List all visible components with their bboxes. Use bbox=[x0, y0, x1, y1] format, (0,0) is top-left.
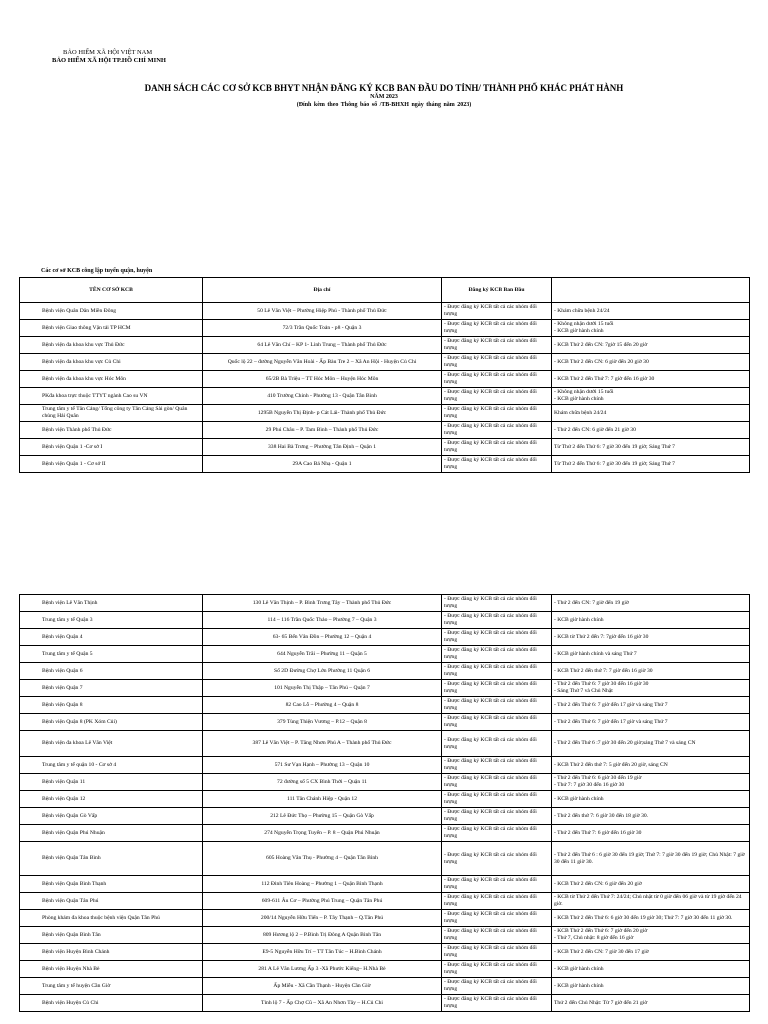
service-hours: - KCB Thứ 2 đến thứ 7: 5 giờ đến 20 giờ, sáng CN bbox=[552, 757, 750, 774]
facility-address: 65/2B Bà Triệu – TT Hóc Môn – Huyện Hóc Môn bbox=[203, 371, 442, 388]
facility-name: Bệnh viện đa khoa khu vực Hóc Môn bbox=[20, 371, 203, 388]
facility-name: Bệnh viện đa khoa Lê Văn Việt bbox=[20, 731, 203, 757]
facility-name: Bệnh viện Quận 11 bbox=[20, 774, 203, 791]
facility-name: Trung tâm y tế Tân Cảng/ Tổng công ty Tân Cảng Sài gòn/ Quân chủng Hải Quân bbox=[20, 405, 203, 422]
registration-scope: - Được đăng ký KCB tất cả các nhóm đối tượng bbox=[442, 697, 552, 714]
facility-address: 72/3 Trần Quốc Toản - p8 - Quận 3 bbox=[203, 320, 442, 337]
facility-address: 609-611 Âu Cơ – Phường Phú Trung – Quận Tân Phú bbox=[203, 893, 442, 910]
facility-name: Bệnh viện Huyện Bình Chánh bbox=[20, 944, 203, 961]
table-row bbox=[20, 893, 750, 910]
facility-address: 72 đường số 5 CX Bình Thới – Quận 11 bbox=[203, 774, 442, 791]
table-row bbox=[20, 876, 750, 893]
registration-scope: - Được đăng ký KCB tất cả các nhóm đối tượng bbox=[442, 731, 552, 757]
service-hours: - Thứ 2 đến Thứ 6 : 6 giờ 30 đến 19 giờ; Thứ 7: 7 giờ 30 đến 19 giờ; Chủ Nhật: 7 giờ 30 đến 11 giờ 30. bbox=[552, 842, 750, 876]
table-row bbox=[20, 595, 750, 612]
table-row bbox=[20, 646, 750, 663]
facility-name: Bệnh viện Quận 12 bbox=[20, 791, 203, 808]
service-hours: - KCB Thứ 2 đến CN: 6 giờ đến 20 giờ bbox=[552, 876, 750, 893]
registration-scope: - Được đăng ký KCB tất cả các nhóm đối tượng bbox=[442, 961, 552, 978]
service-hours: - KCB Thứ 2 đến CN: 6 giờ đến 20 giờ 30 bbox=[552, 354, 750, 371]
header-note bbox=[552, 278, 750, 303]
registration-scope: - Được đăng ký KCB tất cả các nhóm đối tượng bbox=[442, 405, 552, 422]
table-row bbox=[20, 995, 750, 1012]
table-row bbox=[20, 663, 750, 680]
service-hours: - Không nhận dưới 15 tuổi - KCB giờ hành chính bbox=[552, 388, 750, 405]
table-row bbox=[20, 680, 750, 697]
registration-scope: - Được đăng ký KCB tất cả các nhóm đối tượng bbox=[442, 944, 552, 961]
document-attachment-note: (Đính kèm theo Thông báo số /TB-BHXH ngày tháng năm 2023) bbox=[296, 102, 472, 108]
org-name-line2: BẢO HIỂM XÃ HỘI TP.HỒ CHÍ MINH bbox=[52, 57, 166, 64]
table-row bbox=[20, 337, 750, 354]
facility-name: Bệnh viện Quận Phú Nhuận bbox=[20, 825, 203, 842]
facility-name: Phòng khám đa khoa thuộc bệnh viện Quận Tân Phú bbox=[20, 910, 203, 927]
facility-name: Bệnh viện Quận Tân Phú bbox=[20, 893, 203, 910]
facility-address: 212 Lê Đức Thọ – Phường 15 – Quận Gò Vấp bbox=[203, 808, 442, 825]
table-row bbox=[20, 978, 750, 995]
table-row bbox=[20, 842, 750, 876]
facility-name: Bệnh viện đa khoa khu vực Thủ Đức bbox=[20, 337, 203, 354]
facility-name: Bệnh viện Thành phố Thủ Đức bbox=[20, 422, 203, 439]
registration-scope: - Được đăng ký KCB tất cả các nhóm đối tượng bbox=[442, 995, 552, 1012]
service-hours: - KCB giờ hành chính bbox=[552, 961, 750, 978]
service-hours: Từ Thứ 2 đến Thứ 6: 7 giờ 30 đến 19 giờ; Sáng Thứ 7 bbox=[552, 456, 750, 473]
facility-address: 63- 65 Bến Vân Đồn – Phường 12 – Quận 4 bbox=[203, 629, 442, 646]
service-hours: - KCB từ Thứ 2 đến Thứ 7: 24/24; Chủ nhật từ 0 giờ đến 06 giờ và từ 19 giờ đến 24 giờ. bbox=[552, 893, 750, 910]
facility-address: 111 Tân Chánh Hiệp - Quận 12 bbox=[203, 791, 442, 808]
document-year: NĂM 2023 bbox=[370, 94, 398, 100]
registration-scope: - Được đăng ký KCB tất cả các nhóm đối tượng bbox=[442, 714, 552, 731]
facility-address: 571 Sư Vạn Hạnh – Phường 13 – Quận 10 bbox=[203, 757, 442, 774]
facility-address: 1295B Nguyễn Thị Định- p Cát Lái- Thành phố Thủ Đức bbox=[203, 405, 442, 422]
table-row bbox=[20, 371, 750, 388]
service-hours: - Thứ 2 đến Thứ 6: 7 giờ đến 17 giờ và sáng Thứ 7 bbox=[552, 697, 750, 714]
facility-address: 387 Lê Văn Việt – P. Tăng Nhơn Phú A – Thành phố Thủ Đức bbox=[203, 731, 442, 757]
facility-name: Bệnh viện Lê Văn Thịnh bbox=[20, 595, 203, 612]
facility-address: 644 Nguyễn Trãi – Phường 11 – Quận 5 bbox=[203, 646, 442, 663]
service-hours: - KCB Thứ 2 đến CN: 7 giờ 30 đến 17 giờ bbox=[552, 944, 750, 961]
registration-scope: - Được đăng ký KCB tất cả các nhóm đối tượng bbox=[442, 646, 552, 663]
registration-scope: - Được đăng ký KCB tất cả các nhóm đối tượng bbox=[442, 595, 552, 612]
service-hours: - Thứ 2 đến Thứ 6 :7 giờ 30 đến 20 giờ;sáng Thứ 7 và sáng CN bbox=[552, 731, 750, 757]
facility-name: Bệnh viện Huyện Củ Chi bbox=[20, 995, 203, 1012]
facility-name: Bệnh viện Quận Bình Thạnh bbox=[20, 876, 203, 893]
registration-scope: - Được đăng ký KCB tất cả các nhóm đối tượng bbox=[442, 927, 552, 944]
registration-scope: - Được đăng ký KCB tất cả các nhóm đối tượng bbox=[442, 629, 552, 646]
facility-name: Trung tâm y tế Quận 5 bbox=[20, 646, 203, 663]
service-hours: - Thứ 2 đến Thứ 6: 6 giờ 30 đến 19 giờ - Thứ 7: 7 giờ 30 đến 16 giờ 30 bbox=[552, 774, 750, 791]
facility-name: Bệnh viện Quân Dân Miền Đông bbox=[20, 303, 203, 320]
facility-address: 64 Lê Văn Chí – KP 1- Linh Trung – Thành phố Thủ Đức bbox=[203, 337, 442, 354]
facility-address: 274 Nguyễn Trọng Tuyển – P. 8 – Quận Phú Nhuận bbox=[203, 825, 442, 842]
service-hours: - KCB từ Thứ 2 đến 7: 7giờ đến 16 giờ 30 bbox=[552, 629, 750, 646]
facility-address: Số 2D Đường Chợ Lớn Phường 11 Quận 6 bbox=[203, 663, 442, 680]
facility-address: 338 Hai Bà Trưng – Phường Tân Định – Quận 1 bbox=[203, 439, 442, 456]
header-registration: Đăng ký KCB Ban Đầu bbox=[442, 278, 552, 303]
service-hours: Thứ 2 đến Chủ Nhật: Từ 7 giờ đến 21 giờ bbox=[552, 995, 750, 1012]
facility-name: Bệnh viện đa khoa khu vực Củ Chi bbox=[20, 354, 203, 371]
table-row bbox=[20, 422, 750, 439]
facility-address: 114 – 116 Trần Quốc Thảo – Phường 7 – Quận 3 bbox=[203, 612, 442, 629]
service-hours: - KCB giờ hành chính bbox=[552, 612, 750, 629]
header-address: Địa chỉ bbox=[203, 278, 442, 303]
facility-address: Ấp Miễu - Xã Cần Thạnh - Huyện Cần Giờ bbox=[203, 978, 442, 995]
table-row bbox=[20, 388, 750, 405]
facility-name: Bệnh viện Quận Gò Vấp bbox=[20, 808, 203, 825]
registration-scope: - Được đăng ký KCB tất cả các nhóm đối tượng bbox=[442, 808, 552, 825]
service-hours: - Thứ 2 đến Thứ 7: 6 giờ đến 16 giờ 30 bbox=[552, 825, 750, 842]
table-row bbox=[20, 439, 750, 456]
service-hours: - KCB giờ hành chính bbox=[552, 978, 750, 995]
facility-name: PKđa khoa trực thuộc TTYT ngành Cao su VN bbox=[20, 388, 203, 405]
registration-scope: - Được đăng ký KCB tất cả các nhóm đối tượng bbox=[442, 422, 552, 439]
service-hours: - KCB giờ hành chính và sáng Thứ 7 bbox=[552, 646, 750, 663]
facility-name: Trung tâm y tế Quận 3 bbox=[20, 612, 203, 629]
facility-address: 200/14 Nguyễn Hữu Tiến – P. Tây Thạnh – Q.Tân Phú bbox=[203, 910, 442, 927]
table-row bbox=[20, 731, 750, 757]
table-row bbox=[20, 808, 750, 825]
facility-address: 29A Cao Bá Nhạ - Quận 1 bbox=[203, 456, 442, 473]
facility-name: Bệnh viện Giao thông Vận tải TP HCM bbox=[20, 320, 203, 337]
table-row bbox=[20, 774, 750, 791]
org-name-line1: BẢO HIỂM XÃ HỘI VIỆT NAM bbox=[63, 49, 153, 56]
facility-name: Bệnh viện Quận 1 - Cơ sở II bbox=[20, 456, 203, 473]
facility-address: 410 Trường Chinh - Phường 13 - Quận Tân Bình bbox=[203, 388, 442, 405]
registration-scope: - Được đăng ký KCB tất cả các nhóm đối tượng bbox=[442, 439, 552, 456]
facility-name: Trung tâm y tế quận 10 - Cơ sở 4 bbox=[20, 757, 203, 774]
table-row bbox=[20, 697, 750, 714]
table-row bbox=[20, 944, 750, 961]
registration-scope: - Được đăng ký KCB tất cả các nhóm đối tượng bbox=[442, 825, 552, 842]
table-row bbox=[20, 961, 750, 978]
facility-name: Bệnh viện Quận Bình Tân bbox=[20, 927, 203, 944]
table-row bbox=[20, 303, 750, 320]
facility-name: Bệnh viện Quận Tân Bình bbox=[20, 842, 203, 876]
service-hours: - KCB giờ hành chính bbox=[552, 791, 750, 808]
service-hours: - KCB Thứ 2 đến Thứ 7: 7 giờ đến 16 giờ 30 bbox=[552, 371, 750, 388]
service-hours: - Khám chữa bệnh 24/24 bbox=[552, 303, 750, 320]
table-row bbox=[20, 629, 750, 646]
facility-name: Trung tâm y tế huyện Cần Giờ bbox=[20, 978, 203, 995]
facility-name: Bệnh viện Quận 1 -Cơ sở I bbox=[20, 439, 203, 456]
table-row bbox=[20, 456, 750, 473]
registration-scope: - Được đăng ký KCB tất cả các nhóm đối tượng bbox=[442, 774, 552, 791]
facility-address: 281 A Lê Văn Lương Ấp 3 -Xã Phước Kiểng– H.Nhà Bè bbox=[203, 961, 442, 978]
service-hours: - KCB Thứ 2 đến Thứ 6: 6 giờ 30 đến 19 giờ 30; Thứ 7: 7 giờ 30 đến 11 giờ 30. bbox=[552, 910, 750, 927]
registration-scope: - Được đăng ký KCB tất cả các nhóm đối tượng bbox=[442, 842, 552, 876]
facility-name: Bệnh viện Quận 8 (PK Xóm Củi) bbox=[20, 714, 203, 731]
document-title: DANH SÁCH CÁC CƠ SỞ KCB BHYT NHẬN ĐĂNG KÝ KCB BAN ĐẦU DO TỈNH/ THÀNH PHỐ KHÁC PHÁT HÀNH bbox=[144, 83, 624, 93]
service-hours: - Thứ 2 đến Thứ 6: 7 giờ đến 17 giờ và sáng Thứ 7 bbox=[552, 714, 750, 731]
facility-table-2 bbox=[19, 594, 750, 1012]
facility-address: 82 Cao Lỗ – Phường 4 – Quận 8 bbox=[203, 697, 442, 714]
table-row bbox=[20, 910, 750, 927]
registration-scope: - Được đăng ký KCB tất cả các nhóm đối tượng bbox=[442, 791, 552, 808]
facility-address: E9-5 Nguyễn Hữu Trí – TT Tân Túc – H.Bình Chánh bbox=[203, 944, 442, 961]
registration-scope: - Được đăng ký KCB tất cả các nhóm đối tượng bbox=[442, 388, 552, 405]
registration-scope: - Được đăng ký KCB tất cả các nhóm đối tượng bbox=[442, 456, 552, 473]
facility-address: 605 Hoàng Văn Thụ - Phường 4 – Quận Tân Bình bbox=[203, 842, 442, 876]
service-hours: - KCB Thứ 2 đến Thứ 6: 7 giờ đến 20 giờ - Thứ 7, Chủ nhật: 8 giờ đến 16 giờ bbox=[552, 927, 750, 944]
section-title: Các cơ sở KCB công lập tuyến quận, huyện bbox=[41, 268, 153, 274]
table-row bbox=[20, 757, 750, 774]
registration-scope: - Được đăng ký KCB tất cả các nhóm đối tượng bbox=[442, 663, 552, 680]
facility-address: 379 Tùng Thiện Vương – P.12 – Quận 8 bbox=[203, 714, 442, 731]
facility-address: Quốc lộ 22 – đường Nguyễn Văn Hoài - Ấp Bàu Tre 2 – Xã An Hội - Huyện Củ Chi bbox=[203, 354, 442, 371]
facility-address: Tỉnh lộ 7 - Ấp Chợ Cũ – Xã An Nhơn Tây – H.Củ Chi bbox=[203, 995, 442, 1012]
table-header-row bbox=[20, 278, 750, 303]
service-hours: - Thứ 2 đến CN: 6 giờ đến 21 giờ 30 bbox=[552, 422, 750, 439]
registration-scope: - Được đăng ký KCB tất cả các nhóm đối tượng bbox=[442, 371, 552, 388]
table-row bbox=[20, 825, 750, 842]
registration-scope: - Được đăng ký KCB tất cả các nhóm đối tượng bbox=[442, 337, 552, 354]
facility-table-1 bbox=[19, 277, 750, 473]
registration-scope: - Được đăng ký KCB tất cả các nhóm đối tượng bbox=[442, 757, 552, 774]
facility-address: 29 Phú Châu – P. Tam Bình – Thành phố Thủ Đức bbox=[203, 422, 442, 439]
table-row bbox=[20, 354, 750, 371]
service-hours: - Thứ 2 đến Thứ 6: 7 giờ 30 đến 16 giờ 30 - Sáng Thứ 7 và Chủ Nhật bbox=[552, 680, 750, 697]
service-hours: Từ Thứ 2 đến Thứ 6: 7 giờ 30 đến 19 giờ; Sáng Thứ 7 bbox=[552, 439, 750, 456]
facility-address: 112 Đinh Tiên Hoàng – Phường 1 – Quận Bình Thạnh bbox=[203, 876, 442, 893]
facility-name: Bệnh viện Huyện Nhà Bè bbox=[20, 961, 203, 978]
registration-scope: - Được đăng ký KCB tất cả các nhóm đối tượng bbox=[442, 876, 552, 893]
registration-scope: - Được đăng ký KCB tất cả các nhóm đối tượng bbox=[442, 893, 552, 910]
facility-name: Bệnh viện Quận 6 bbox=[20, 663, 203, 680]
facility-name: Bệnh viện Quận 4 bbox=[20, 629, 203, 646]
registration-scope: - Được đăng ký KCB tất cả các nhóm đối tượng bbox=[442, 612, 552, 629]
service-hours: - KCB Thứ 2 đến CN: 7giờ 15 đến 20 giờ bbox=[552, 337, 750, 354]
service-hours: - KCB Thứ 2 đến thứ 7: 7 giờ đến 16 giờ 30 bbox=[552, 663, 750, 680]
facility-address: 50 Lê Văn Việt – Phường Hiệp Phú - Thành phố Thủ Đức bbox=[203, 303, 442, 320]
registration-scope: - Được đăng ký KCB tất cả các nhóm đối tượng bbox=[442, 910, 552, 927]
facility-address: 101 Nguyễn Thị Thập – Tân Phú – Quận 7 bbox=[203, 680, 442, 697]
registration-scope: - Được đăng ký KCB tất cả các nhóm đối tượng bbox=[442, 680, 552, 697]
table-row bbox=[20, 320, 750, 337]
facility-name: Bệnh viện Quận 7 bbox=[20, 680, 203, 697]
service-hours: - Thứ 2 đến thứ 7: 6 giờ 30 đến 18 giờ 30. bbox=[552, 808, 750, 825]
table-row bbox=[20, 405, 750, 422]
table-row bbox=[20, 791, 750, 808]
registration-scope: - Được đăng ký KCB tất cả các nhóm đối tượng bbox=[442, 354, 552, 371]
registration-scope: - Được đăng ký KCB tất cả các nhóm đối tượng bbox=[442, 303, 552, 320]
table-row bbox=[20, 612, 750, 629]
service-hours: - Không nhận dưới 15 tuổi - KCB giờ hành chính bbox=[552, 320, 750, 337]
table-row bbox=[20, 714, 750, 731]
facility-name: Bệnh viện Quận 8 bbox=[20, 697, 203, 714]
facility-address: 809 Hương lộ 2 – P.Bình Trị Đông A Quận Bình Tân bbox=[203, 927, 442, 944]
table-row bbox=[20, 927, 750, 944]
header-name: TÊN CƠ SỞ KCB bbox=[20, 278, 203, 303]
registration-scope: - Được đăng ký KCB tất cả các nhóm đối tượng bbox=[442, 320, 552, 337]
service-hours: - Thứ 2 đến CN: 7 giờ đến 19 giờ bbox=[552, 595, 750, 612]
registration-scope: - Được đăng ký KCB tất cả các nhóm đối tượng bbox=[442, 978, 552, 995]
facility-address: 130 Lê Văn Thịnh – P. Bình Trưng Tây – Thành phố Thủ Đức bbox=[203, 595, 442, 612]
service-hours: Khám chữa bệnh 24/24 bbox=[552, 405, 750, 422]
